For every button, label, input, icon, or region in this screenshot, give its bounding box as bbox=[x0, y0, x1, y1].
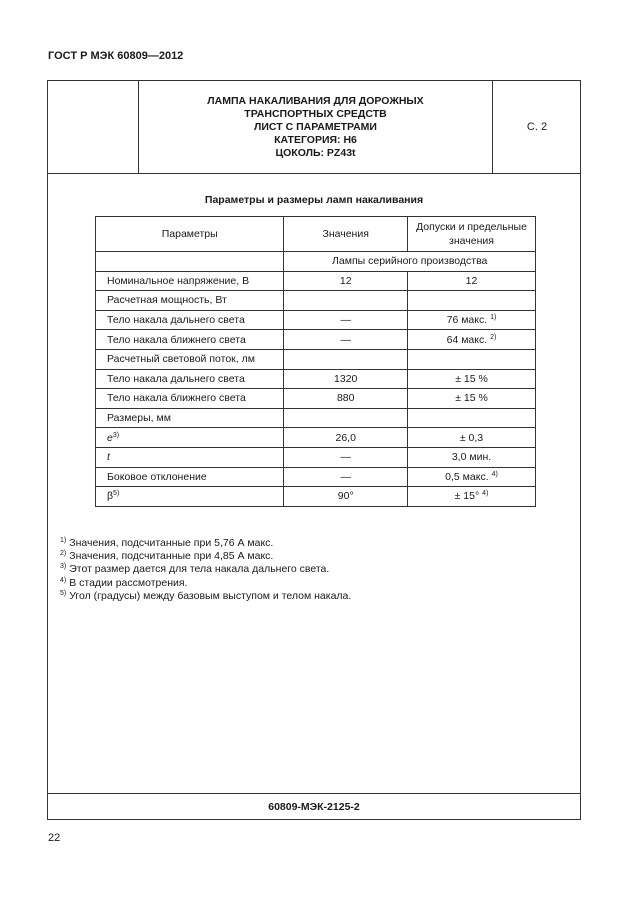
title-line: ЛАМПА НАКАЛИВАНИЯ ДЛЯ ДОРОЖНЫХ bbox=[207, 95, 424, 107]
tolerance-cell: ± 0,3 bbox=[408, 428, 536, 448]
footnote: $^{1)}$ Значения, подсчитанные при 5,76 А макс. bbox=[60, 537, 274, 549]
table-subheader-row bbox=[96, 252, 536, 272]
table-row bbox=[96, 310, 536, 330]
footnote: $^{4)}$ В стадии рассмотрения. bbox=[60, 576, 188, 589]
column-header: Параметры bbox=[96, 217, 284, 252]
table-row bbox=[96, 330, 536, 350]
param-cell: t bbox=[96, 447, 284, 467]
param-cell: $e^{3)}$ bbox=[96, 428, 284, 448]
param-cell: Номинальное напряжение, В bbox=[96, 271, 284, 291]
tolerance-cell bbox=[408, 291, 536, 311]
title-line: КАТЕГОРИЯ: H6 bbox=[274, 134, 357, 146]
table-title: Параметры и размеры ламп накаливания bbox=[204, 194, 424, 206]
value-cell: 26,0 bbox=[284, 428, 408, 448]
table-cell bbox=[96, 252, 284, 272]
column-header: Значения bbox=[284, 217, 408, 252]
footnote: $^{2)}$ Значения, подсчитанные при 4,85 А макс. bbox=[60, 550, 274, 563]
table-row bbox=[96, 271, 536, 291]
param-cell: Размеры, мм bbox=[96, 408, 284, 428]
param-cell: Расчетная мощность, Вт bbox=[96, 291, 284, 311]
value-cell bbox=[284, 349, 408, 369]
value-cell bbox=[284, 291, 408, 311]
tolerance-cell: ± 15 % bbox=[408, 369, 536, 389]
value-cell: 90° bbox=[284, 487, 408, 507]
title-line: ЦОКОЛЬ: PZ43t bbox=[275, 147, 356, 159]
header-blank-cell bbox=[48, 81, 139, 173]
tolerance-cell: 0,5 макс. $^{4)}$ bbox=[408, 467, 536, 487]
footnote: $^{3)}$ Этот размер дается для тела накала дальнего света. bbox=[60, 563, 330, 576]
param-cell: $\beta^{5)}$ bbox=[96, 487, 284, 507]
param-cell: Тело накала дальнего света bbox=[96, 310, 284, 330]
param-cell: Боковое отклонение bbox=[96, 467, 284, 487]
value-cell: 1320 bbox=[284, 369, 408, 389]
value-cell: 12 bbox=[284, 271, 408, 291]
sheet-header bbox=[48, 81, 580, 174]
title-line: ТРАНСПОРТНЫХ СРЕДСТВ bbox=[244, 108, 387, 120]
subheader-cell: Лампы серийного производства bbox=[284, 252, 536, 272]
value-cell bbox=[284, 408, 408, 428]
tolerance-cell bbox=[408, 408, 536, 428]
value-cell: 880 bbox=[284, 389, 408, 409]
table-row bbox=[96, 369, 536, 389]
parameters-table bbox=[95, 216, 536, 507]
table-row bbox=[96, 467, 536, 487]
param-cell: Тело накала дальнего света bbox=[96, 369, 284, 389]
page-number: 22 bbox=[48, 832, 61, 844]
param-cell: Расчетный световой поток, лм bbox=[96, 349, 284, 369]
sheet-number: С. 2 bbox=[526, 121, 548, 133]
tolerance-cell: ± 15 % bbox=[408, 389, 536, 409]
table-row bbox=[96, 487, 536, 507]
standard-code: ГОСТ Р МЭК 60809—2012 bbox=[48, 50, 184, 62]
value-cell: — bbox=[284, 310, 408, 330]
table-row bbox=[96, 447, 536, 467]
table-row bbox=[96, 408, 536, 428]
param-cell: Тело накала ближнего света bbox=[96, 389, 284, 409]
title-line: ЛИСТ С ПАРАМЕТРАМИ bbox=[254, 121, 377, 133]
tolerance-cell: 64 макс. $^{2)}$ bbox=[408, 330, 536, 350]
param-cell: Тело накала ближнего света bbox=[96, 330, 284, 350]
value-cell: — bbox=[284, 447, 408, 467]
column-header: Допуски и предельные значения bbox=[408, 217, 536, 252]
sheet-code: 60809-МЭК-2125-2 bbox=[268, 801, 360, 813]
value-cell: — bbox=[284, 467, 408, 487]
table-row bbox=[96, 428, 536, 448]
table-row bbox=[96, 291, 536, 311]
tolerance-cell: 12 bbox=[408, 271, 536, 291]
sheet-title bbox=[139, 81, 493, 173]
sheet-frame bbox=[47, 80, 581, 820]
footnotes bbox=[60, 537, 351, 603]
tolerance-cell: 76 макс. $^{1)}$ bbox=[408, 310, 536, 330]
table-row bbox=[96, 349, 536, 369]
footer-divider bbox=[48, 793, 580, 794]
tolerance-cell: ± 15° $^{4)}$ bbox=[408, 487, 536, 507]
tolerance-cell: 3,0 мин. bbox=[408, 447, 536, 467]
table-header-row bbox=[96, 217, 536, 252]
table-row bbox=[96, 389, 536, 409]
footnote: $^{5)}$ Угол (градусы) между базовым выступом и телом накала. bbox=[60, 589, 352, 602]
tolerance-cell bbox=[408, 349, 536, 369]
value-cell: — bbox=[284, 330, 408, 350]
